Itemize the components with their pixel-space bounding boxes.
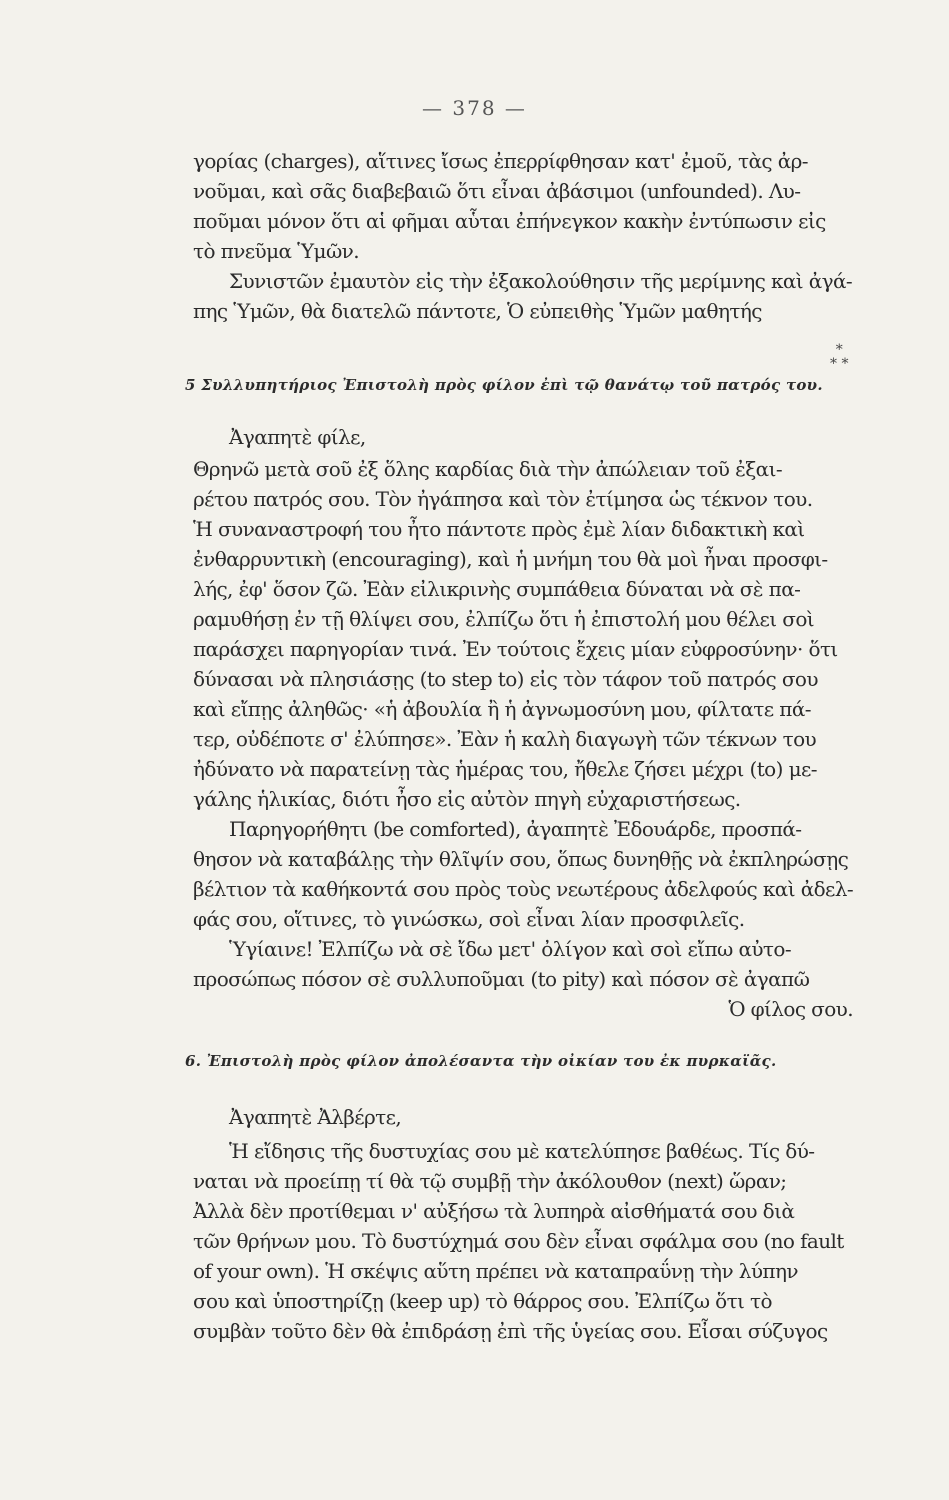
text-line: ρέτου πατρός σου. Τὸν ἠγάπησα καὶ τὸν ἐτίμησα ὡς τέκνον του. bbox=[193, 487, 813, 511]
text-line: Ὑγίαινε! Ἐλπίζω νὰ σὲ ἴδω μετ' ὀλίγον καὶ σοὶ εἴπω αὐτο- bbox=[229, 937, 791, 961]
text-line: δύνασαι νὰ πλησιάσῃς (to step to) εἰς τὸν τάφον τοῦ πατρός σου bbox=[193, 667, 818, 691]
text-line: Ἡ εἴδησις τῆς δυστυχίας σου μὲ κατελύπησε βαθέως. Τίς δύ- bbox=[229, 1139, 815, 1163]
text-line: ἐνθαρρυντικὴ (encouraging), καὶ ἡ μνήμη του θὰ μοὶ ἦναι προσφι- bbox=[193, 547, 828, 571]
text-line: ναται νὰ προείπῃ τί θὰ τῷ συμβῇ τὴν ἀκόλουθον (next) ὥραν; bbox=[193, 1169, 787, 1193]
text-line: Παρηγορήθητι (be comforted), ἀγαπητὲ Ἐδουάρδε, προσπά- bbox=[229, 817, 802, 841]
text-line: λής, ἐφ' ὅσον ζῶ. Ἐὰν εἰλικρινὴς συμπάθεια δύναται νὰ σὲ πα- bbox=[193, 577, 801, 601]
letter5-salutation: Ἀγαπητὲ φίλε, bbox=[229, 425, 366, 449]
text-line: συμβὰν τοῦτο δὲν θὰ ἐπιδράσῃ ἐπὶ τῆς ὑγείας σου. Εἶσαι σύζυγος bbox=[193, 1319, 828, 1343]
text-line: Θρηνῶ μετὰ σοῦ ἐξ ὅλης καρδίας διὰ τὴν ἀπώλειαν τοῦ ἐξαι- bbox=[193, 457, 782, 481]
text-line: τῶν θρήνων μου. Τὸ δυστύχημά σου δὲν εἶναι σφάλμα σου (no fault bbox=[193, 1229, 844, 1253]
text-line: τὸ πνεῦμα Ὑμῶν. bbox=[193, 239, 359, 263]
letter6-salutation: Ἀγαπητὲ Ἀλβέρτε, bbox=[229, 1105, 402, 1129]
letter5-signature: Ὁ φίλος σου. bbox=[728, 997, 853, 1021]
letter6-title: 6. Ἐπιστολὴ πρὸς φίλον ἀπολέσαντα τὴν οἰκίαν του ἐκ πυρκαϊᾶς. bbox=[185, 1052, 777, 1070]
text-line: πης Ὑμῶν, θὰ διατελῶ πάντοτε, Ὁ εὐπειθὴς Ὑμῶν μαθητής bbox=[193, 299, 762, 323]
letter5-title: 5 Συλλυπητήριος Ἐπιστολὴ πρὸς φίλον ἐπὶ τῷ θανάτῳ τοῦ πατρός του. bbox=[185, 376, 823, 394]
text-line: ραμυθήσῃ ἐν τῇ θλίψει σου, ἐλπίζω ὅτι ἡ ἐπιστολή μου θέλει σοὶ bbox=[193, 607, 815, 631]
text-line: Συνιστῶν ἐμαυτὸν εἰς τὴν ἐξακολούθησιν τῆς μερίμνης καὶ ἀγά- bbox=[229, 269, 853, 293]
text-line: παράσχει παρηγορίαν τινά. Ἐν τούτοις ἔχεις μίαν εὐφροσύνην· ὅτι bbox=[193, 637, 838, 661]
text-line: βέλτιον τὰ καθήκοντά σου πρὸς τοὺς νεωτέρους ἀδελφούς καὶ ἀδελ- bbox=[193, 877, 854, 901]
asterism-bottom: * * bbox=[830, 356, 849, 372]
letter5-body bbox=[193, 422, 873, 1024]
text-line: σου καὶ ὑποστηρίζῃ (keep up) τὸ θάρρος σου. Ἐλπίζω ὅτι τὸ bbox=[193, 1289, 772, 1313]
text-line: νοῦμαι, καὶ σᾶς διαβεβαιῶ ὅτι εἶναι ἀβάσιμοι (unfounded). Λυ- bbox=[193, 179, 801, 203]
text-line: φάς σου, οἵτινες, τὸ γινώσκω, σοὶ εἶναι λίαν προσφιλεῖς. bbox=[193, 907, 745, 931]
asterism-top: * bbox=[835, 342, 843, 358]
text-line: ποῦμαι μόνον ὅτι αἱ φῆμαι αὗται ἐπήνεγκον κακὴν ἐντύπωσιν εἰς bbox=[193, 209, 826, 233]
text-line: καὶ εἴπῃς ἀληθῶς· «ἡ ἀβουλία ἢ ἡ ἀγνωμοσύνη μου, φίλτατε πά- bbox=[193, 697, 811, 721]
text-line: προσώπως πόσον σὲ συλλυποῦμαι (to pity) καὶ πόσον σὲ ἀγαπῶ bbox=[193, 967, 810, 991]
asterism bbox=[830, 343, 848, 371]
text-line: Ἀλλὰ δὲν προτίθεμαι ν' αὐξήσω τὰ λυπηρὰ αἰσθήματά σου διὰ bbox=[193, 1199, 795, 1223]
text-line: τερ, οὐδέποτε σ' ἐλύπησε». Ἐὰν ἡ καλὴ διαγωγὴ τῶν τέκνων του bbox=[193, 727, 817, 751]
text-line: Ἡ συναναστροφή του ἦτο πάντοτε πρὸς ἐμὲ λίαν διδακτικὴ καὶ bbox=[193, 517, 805, 541]
intro-paragraph bbox=[193, 146, 873, 326]
text-line: γορίας (charges), αἵτινες ἴσως ἐπερρίφθησαν κατ' ἐμοῦ, τὰς ἀρ- bbox=[193, 149, 808, 173]
letter6-body bbox=[193, 1102, 873, 1346]
text-line: γάλης ἡλικίας, διότι ἦσο εἰς αὐτὸν πηγὴ εὐχαριστήσεως. bbox=[193, 787, 741, 811]
page-number: — 378 — bbox=[422, 96, 527, 120]
text-line: θησον νὰ καταβάλῃς τὴν θλῖψίν σου, ὅπως δυνηθῇς νὰ ἐκπληρώσῃς bbox=[193, 847, 849, 871]
text-line: of your own). Ἡ σκέψις αὕτη πρέπει νὰ καταπραΰνῃ τὴν λύπην bbox=[193, 1259, 798, 1283]
text-line: ἠδύνατο νὰ παρατείνῃ τὰς ἡμέρας του, ἤθελε ζήσει μέχρι (to) με- bbox=[193, 757, 817, 781]
